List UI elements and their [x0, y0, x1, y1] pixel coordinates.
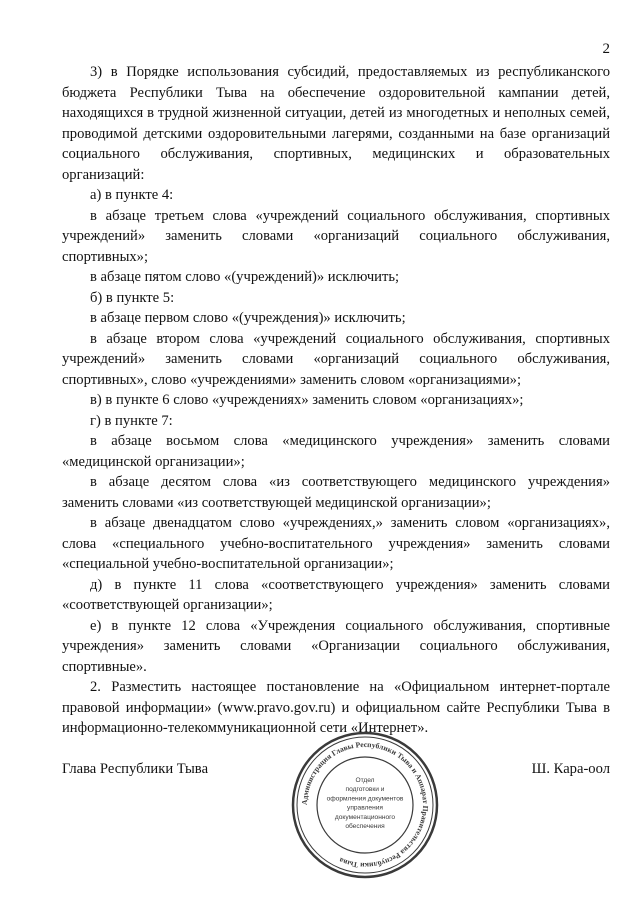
subitem-g: г) в пункте 7: — [90, 412, 173, 429]
subitem-a-par5: в абзаце пятом слово «(учреждений)» исключить; — [90, 269, 400, 285]
seal-icon — [290, 730, 440, 880]
subitem-g-par12: в абзаце двенадцатом слово «учреждениях,» заменить словом «организациях», слова «специального учебно-воспитательного учреждения» заменить словами «специальной учебно-воспитательной организации»; — [62, 515, 610, 572]
subitem-b-par2: в абзаце втором слова «учреждений социального обслуживания, спортивных учреждений» заменить словами «организаций социального обслуживания, спортивных», слово «учреждениями» заменить словом «организациями»; — [62, 330, 610, 388]
document-body — [62, 62, 610, 739]
subitem-a-par3: в абзаце третьем слова «учреждений социального обслуживания, спортивных учреждений» заменить словами «организаций социального обслуживания, спортивных»; — [62, 207, 610, 265]
subitem-d: д) в пункте 11 слова «соответствующего учреждения» заменить словами «соответствующей организации»; — [62, 576, 610, 613]
seal-ring-text: Администрация Главы Республики Тыва и Аппарат Правительства Республики Тыва — [299, 739, 431, 871]
subitem-e: е) в пункте 12 слова «Учреждения социального обслуживания, спортивные учреждения» заменить словами «Организации социального обслуживания, спортивные». — [62, 617, 610, 675]
subitem-b: б) в пункте 5: — [90, 289, 175, 306]
seal-center-line: подготовки и — [345, 786, 385, 794]
subitem-a: а) в пункте 4: — [90, 187, 174, 203]
signatory-name: Ш. Кара-оол — [531, 761, 610, 777]
seal-center-line: оформления документов — [326, 795, 404, 803]
paragraph-item-2: 2. Разместить настоящее постановление на «Официальном интернет-портале правовой информации» (www.pravo.gov.ru) и официальном сайте Республики Тыва в информационно-телекоммуникационной сети «Интернет». — [62, 679, 610, 736]
official-seal — [290, 730, 440, 880]
seal-center-line: управления — [347, 804, 383, 812]
subitem-g-par8: в абзаце восьмом слова «медицинского учреждения» заменить словами «медицинской организации»; — [62, 433, 610, 470]
page-number: 2 — [602, 41, 610, 57]
seal-center-line: документационного — [334, 813, 396, 821]
signatory-position: Глава Республики Тывa — [62, 761, 209, 777]
subitem-b-par1: в абзаце первом слово «(учреждения)» исключить; — [90, 310, 406, 326]
seal-center-line: Отдел — [355, 777, 375, 784]
paragraph-item-3: 3) в Порядке использования субсидий, предоставляемых из республиканского бюджета Республики Тыва на обеспечение оздоровительной кампании детей, находящихся в трудной жизненной ситуации, детей из многодетных и неполных семей, проводимой детскими оздоровительными лагерями, созданными на базе организаций социального обслуживания, спортивных, медицинских и образовательных организаций: — [62, 64, 610, 183]
subitem-g-par10: в абзаце десятом слова «из соответствующего медицинского учреждения» заменить словами «из соответствующей медицинской организации»; — [62, 474, 610, 511]
subitem-v: в) в пункте 6 слово «учреждениях» заменить словом «организациях»; — [90, 392, 524, 408]
seal-center-line: обеспечения — [345, 823, 385, 830]
